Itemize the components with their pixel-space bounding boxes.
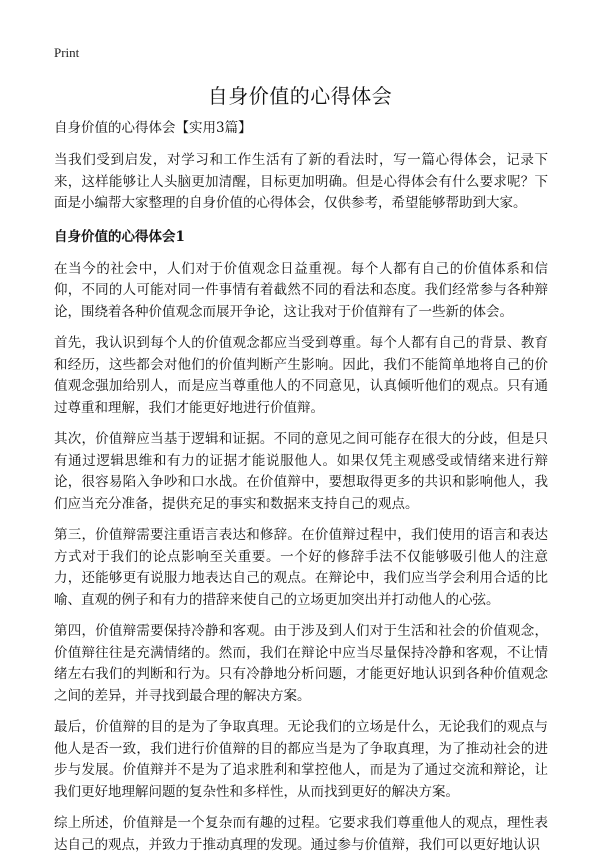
body-paragraph-5: 第四，价值辩需要保持冷静和客观。由于涉及到人们对于生活和社会的价值观念，价值辩往往是充满情绪的。然而，我们在辩论中应当尽量保持冷静和客观，不让情绪左右我们的判断和行为。只有冷静地分析问题，才能更好地认识到各种价值观念之间的差异，并寻找到最合理的解决方案。 bbox=[54, 623, 548, 704]
body-paragraph-4: 第三，价值辩需要注重语言表达和修辞。在价值辩过程中，我们使用的语言和表达方式对于我们的论点影响至关重要。一个好的修辞手法不仅能够吸引他人的注意力，还能够更有说服力地表达自己的观点。在辩论中，我们应当学会利用合适的比喻、直观的例子和有力的措辞来使自己的立场更加突出并打动他人的心弦。 bbox=[54, 527, 548, 608]
section-heading: 自身价值的心得体会1 bbox=[54, 228, 185, 245]
intro-paragraph: 当我们受到启发，对学习和工作生活有了新的看法时，写一篇心得体会，记录下来，这样能够让人头脑更加清醒，目标更加明确。但是心得体会有什么要求呢？下面是小编帮大家整理的自身价值的心得体会，仅供参考，希望能够帮助到大家。 bbox=[54, 152, 548, 211]
document-subtitle: 自身价值的心得体会【实用3篇】 bbox=[54, 120, 252, 136]
body-paragraph-1: 在当今的社会中，人们对于价值观念日益重视。每个人都有自己的价值体系和信仰，不同的人可能对同一件事情有着截然不同的看法和态度。我们经常参与各种辩论，围绕着各种价值观念而展开争论，这让我对于价值辩有了一些新的体会。 bbox=[54, 260, 548, 320]
document-body bbox=[54, 118, 548, 866]
body-paragraph-2: 首先，我认识到每个人的价值观念都应当受到尊重。每个人都有自己的背景、教育和经历，这些都会对他们的价值判断产生影响。因此，我们不能简单地将自己的价值观念强加给别人，而是应当尊重他人的不同意见，认真倾听他们的观点。只有通过尊重和理解，我们才能更好地进行价值辩。 bbox=[54, 335, 548, 416]
body-paragraph-6: 最后，价值辩的目的是为了争取真理。无论我们的立场是什么，无论我们的观点与他人是否一致，我们进行价值辩的目的都应当是为了争取真理，为了推动社会的进步与发展。价值辩并不是为了追求胜利和掌控他人，而是为了通过交流和辩论，让我们更好地理解问题的复杂性和多样性，从而找到更好的解决方案。 bbox=[54, 719, 548, 800]
print-link[interactable]: Print bbox=[54, 45, 80, 60]
page-title: 自身价值的心得体会 bbox=[207, 84, 393, 108]
body-paragraph-7: 综上所述，价值辩是一个复杂而有趣的过程。它要求我们尊重他人的观点，理性表达自己的观点，并致力于推动真理的发现。通过参与价值辩，我们可以更好地认识 bbox=[54, 815, 548, 853]
body-paragraph-3: 其次，价值辩应当基于逻辑和证据。不同的意见之间可能存在很大的分歧，但是只有通过逻辑思维和有力的证据才能说服他人。如果仅凭主观感受或情绪来进行辩论，很容易陷入争吵和口水战。在价值辩中，要想取得更多的共识和影响他人，我们应当充分准备，提供充足的事实和数据来支持自己的观点。 bbox=[54, 431, 548, 512]
